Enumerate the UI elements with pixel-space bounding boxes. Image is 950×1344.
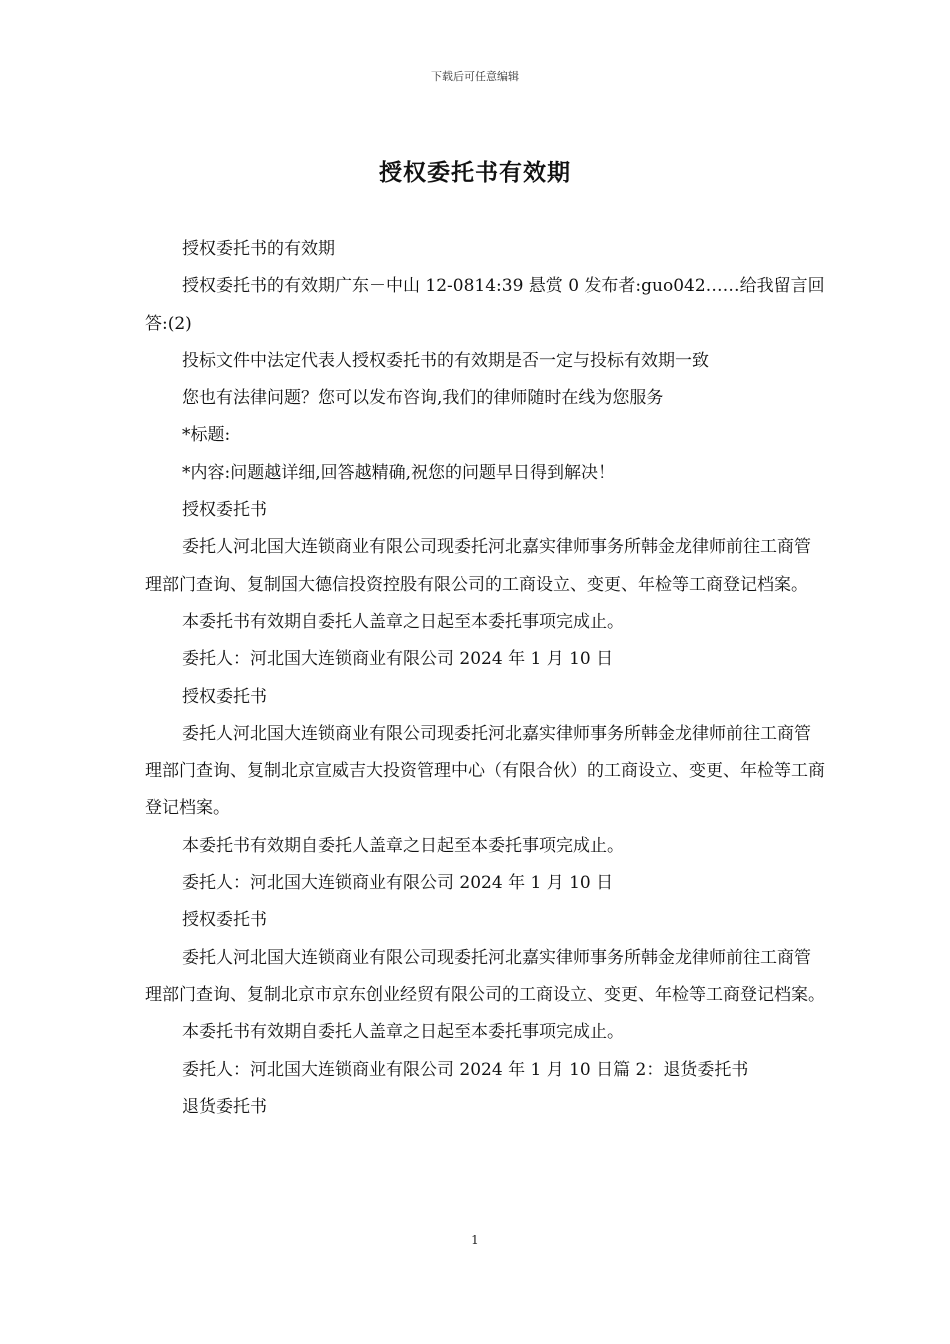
paragraph: 本委托书有效期自委托人盖章之日起至本委托事项完成止。 — [182, 835, 624, 856]
paragraph: 您也有法律问题？您可以发布咨询,我们的律师随时在线为您服务 — [182, 388, 664, 409]
paragraph: 本委托书有效期自委托人盖章之日起至本委托事项完成止。 — [182, 611, 624, 632]
paragraph: 授权委托书的有效期广东－中山 12-0814:39 悬赏 0 发布者:guo042……给我留言回答:(2) — [145, 276, 825, 334]
document-body — [145, 231, 825, 1126]
paragraph: *标题: — [182, 425, 231, 446]
section-heading: 授权委托书 — [182, 910, 267, 931]
paragraph: 本委托书有效期自委托人盖章之日起至本委托事项完成止。 — [182, 1022, 624, 1043]
document-title: 授权委托书有效期 — [379, 159, 571, 186]
section-heading: 退货委托书 — [182, 1096, 267, 1117]
paragraph: 授权委托书的有效期 — [182, 239, 335, 259]
paragraph: 投标文件中法定代表人授权委托书的有效期是否一定与投标有效期一致 — [182, 350, 709, 371]
paragraph: 委托人河北国大连锁商业有限公司现委托河北嘉实律师事务所韩金龙律师前往工商管理部门查询、复制北京宣威吉大投资管理中心（有限合伙）的工商设立、变更、年检等工商登记档案。 — [145, 723, 825, 819]
signature-line: 委托人：河北国大连锁商业有限公司 2024 年 1 月 10 日 — [182, 873, 614, 894]
section-heading: 授权委托书 — [182, 500, 267, 521]
header-note: 下载后可任意编辑 — [431, 70, 519, 83]
signature-line: 委托人：河北国大连锁商业有限公司 2024 年 1 月 10 日篇 2：退货委托书 — [182, 1059, 749, 1080]
paragraph: 委托人河北国大连锁商业有限公司现委托河北嘉实律师事务所韩金龙律师前往工商管理部门查询、复制北京市京东创业经贸有限公司的工商设立、变更、年检等工商登记档案。 — [145, 947, 825, 1005]
section-heading: 授权委托书 — [182, 686, 267, 707]
signature-line: 委托人：河北国大连锁商业有限公司 2024 年 1 月 10 日 — [182, 649, 614, 670]
paragraph: 委托人河北国大连锁商业有限公司现委托河北嘉实律师事务所韩金龙律师前往工商管理部门查询、复制国大德信投资控股有限公司的工商设立、变更、年检等工商登记档案。 — [145, 537, 811, 595]
page-number: 1 — [471, 1233, 479, 1247]
paragraph: *内容:问题越详细,回答越精确,祝您的问题早日得到解决！ — [182, 462, 616, 483]
